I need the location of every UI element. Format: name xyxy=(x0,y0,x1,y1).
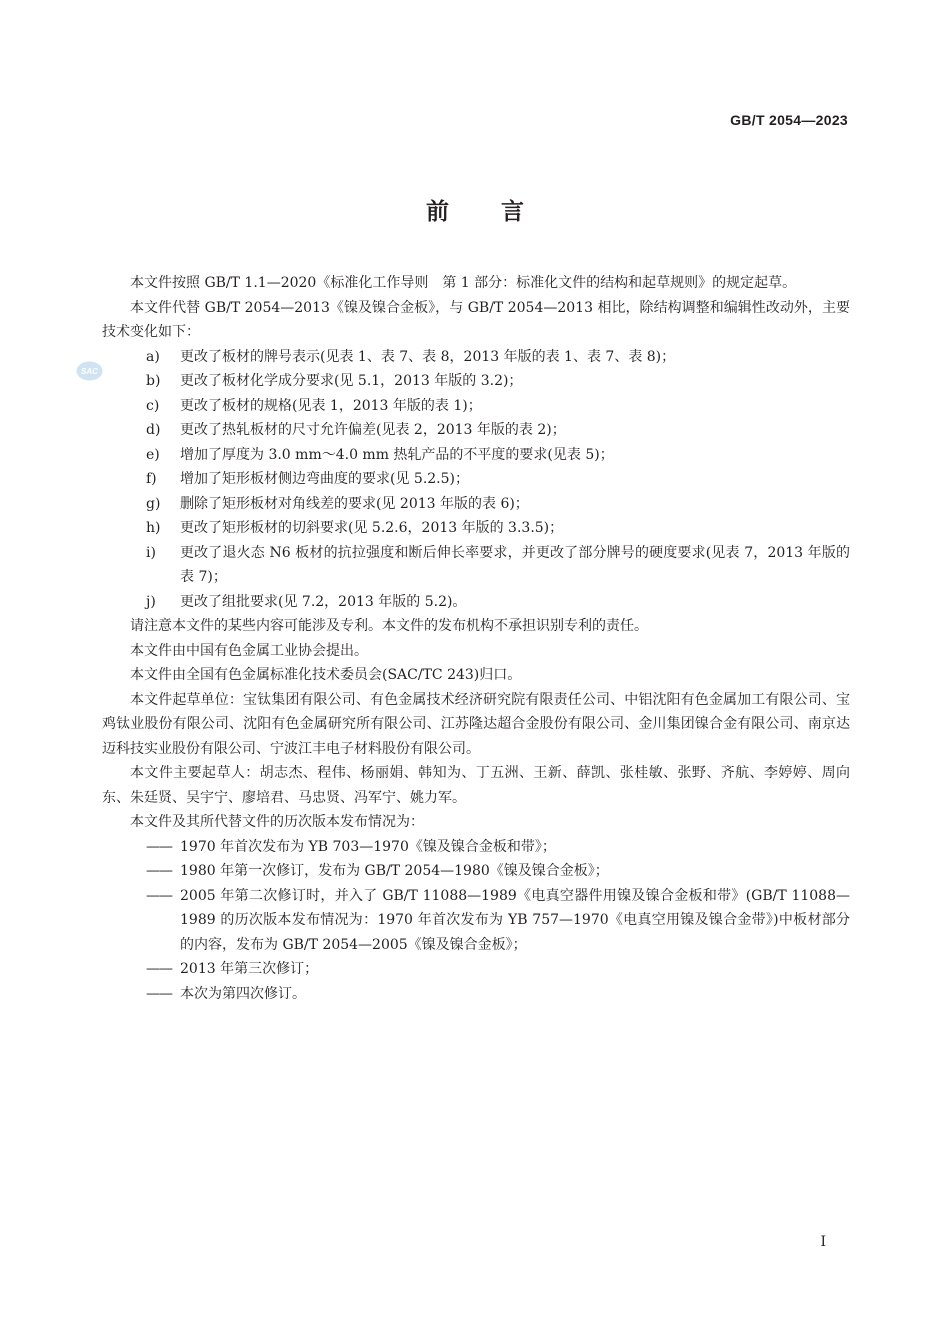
changes-list xyxy=(102,345,850,615)
list-item-text: 更改了板材的规格(见表 1，2013 年版的表 1)； xyxy=(180,397,482,414)
sac-logo-text: SAC xyxy=(81,367,98,376)
list-marker: i) xyxy=(146,544,156,561)
intro-paragraph: 本文件按照 GB/T 1.1—2020《标准化工作导则 第 1 部分：标准化文件的结构和起草规则》的规定起草。 xyxy=(130,275,797,291)
list-marker: f) xyxy=(146,471,157,487)
page-number: I xyxy=(820,1234,826,1250)
list-marker: h) xyxy=(146,520,161,536)
document-body xyxy=(102,271,850,1006)
list-marker: g) xyxy=(146,495,161,512)
list-item xyxy=(102,492,850,517)
dash-marker: —— xyxy=(146,961,172,977)
dash-marker: —— xyxy=(146,887,172,904)
list-item xyxy=(102,516,850,541)
list-item-text: 更改了矩形板材的切斜要求(见 5.2.6，2013 年版的 3.3.5)； xyxy=(180,520,564,536)
history-item-text: 2013 年第三次修订； xyxy=(180,961,319,977)
history-item xyxy=(102,884,850,958)
history-item-text: 本次为第四次修订。 xyxy=(180,985,306,1002)
list-item xyxy=(102,394,850,419)
list-marker: b) xyxy=(146,373,161,389)
drafting-units: 本文件起草单位：宝钛集团有限公司、有色金属技术经济研究院有限责任公司、中铝沈阳有色金属加工有限公司、宝鸡钛业股份有限公司、沈阳有色金属研究所有限公司、江苏隆达超合金股份有限公司、金川集团镍合金有限公司、南京达迈科技实业股份有限公司、宁波江丰电子材料股份有限公司。 xyxy=(102,691,850,757)
list-item-text: 增加了矩形板材侧边弯曲度的要求(见 5.2.5)； xyxy=(180,471,469,487)
history-item xyxy=(102,957,850,982)
list-item xyxy=(102,590,850,615)
list-marker: a) xyxy=(146,348,160,365)
list-item-text: 删除了矩形板材对角线差的要求(见 2013 年版的表 6)； xyxy=(180,495,529,512)
list-item xyxy=(102,443,850,468)
history-item-text: 2005 年第二次修订时，并入了 GB/T 11088—1989《电真空器件用镍及镍合金板和带》(GB/T 11088—1989 的历次版本发布情况为：1970 年首次发布为 YB 757—1970《电真空用镍及镍合金带》)中板材部分的内容，发布为 GB/T 2054—2005《镍及镍合金板》； xyxy=(180,887,850,953)
sac-logo-watermark xyxy=(76,361,103,381)
list-marker: j) xyxy=(146,593,156,610)
list-item-text: 更改了板材化学成分要求(见 5.1，2013 年版的 3.2)； xyxy=(180,373,523,389)
list-item-text: 更改了退火态 N6 板材的抗拉强度和断后伸长率要求，并更改了部分牌号的硬度要求(见表 7，2013 年版的表 7)； xyxy=(180,544,850,585)
intro-paragraph: 本文件代替 GB/T 2054—2013《镍及镍合金板》，与 GB/T 2054—2013 相比，除结构调整和编辑性改动外，主要技术变化如下： xyxy=(102,299,850,340)
history-intro: 本文件及其所代替文件的历次版本发布情况为： xyxy=(130,814,424,830)
list-marker: d) xyxy=(146,422,161,438)
list-item xyxy=(102,467,850,492)
page-title: 前言 xyxy=(426,199,576,225)
list-item xyxy=(102,418,850,443)
proposer-statement: 本文件由中国有色金属工业协会提出。 xyxy=(130,642,368,659)
list-item-text: 更改了热轧板材的尺寸允许偏差(见表 2，2013 年版的表 2)； xyxy=(180,422,566,438)
dash-marker: —— xyxy=(146,838,172,855)
drafters: 本文件主要起草人：胡志杰、程伟、杨丽娟、韩知为、丁五洲、王新、薛凯、张桂敏、张野、齐航、李婷婷、周向东、朱廷贤、吴宇宁、廖培君、马忠贤、冯军宁、姚力军。 xyxy=(102,765,850,806)
list-item-text: 增加了厚度为 3.0 mm～4.0 mm 热轧产品的不平度的要求(见表 5)； xyxy=(180,446,614,463)
history-item xyxy=(102,982,850,1007)
dash-marker: —— xyxy=(146,985,172,1002)
list-item xyxy=(102,541,850,590)
standard-code: GB/T 2054—2023 xyxy=(730,112,848,128)
list-marker: e) xyxy=(146,446,160,463)
list-item xyxy=(102,369,850,394)
history-item xyxy=(102,859,850,884)
history-list xyxy=(102,835,850,1007)
history-item-text: 1970 年首次发布为 YB 703—1970《镍及镍合金板和带》； xyxy=(180,838,556,855)
patent-statement: 请注意本文件的某些内容可能涉及专利。本文件的发布机构不承担识别专利的责任。 xyxy=(130,618,648,634)
list-item xyxy=(102,345,850,370)
history-item-text: 1980 年第一次修订，发布为 GB/T 2054—1980《镍及镍合金板》； xyxy=(180,863,609,879)
list-marker: c) xyxy=(146,397,160,414)
list-item-text: 更改了板材的牌号表示(见表 1、表 7、表 8，2013 年版的表 1、表 7、表 8)； xyxy=(180,348,676,365)
committee-statement: 本文件由全国有色金属标准化技术委员会(SAC/TC 243)归口。 xyxy=(130,667,522,683)
list-item-text: 更改了组批要求(见 7.2，2013 年版的 5.2)。 xyxy=(180,593,467,610)
history-item xyxy=(102,835,850,860)
dash-marker: —— xyxy=(146,863,172,879)
